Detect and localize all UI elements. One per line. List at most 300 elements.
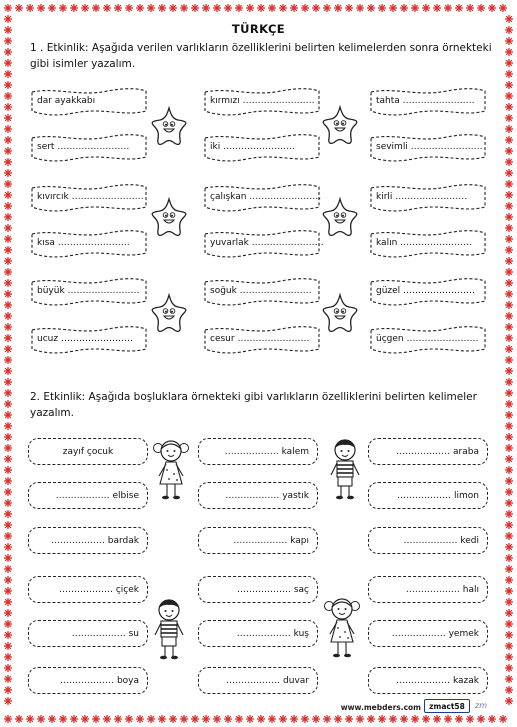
border-star-icon bbox=[4, 345, 12, 353]
border-star-icon bbox=[202, 4, 210, 12]
star-character-icon bbox=[318, 196, 362, 244]
border-star-icon bbox=[4, 367, 12, 375]
word-box-text: kirli …………………… bbox=[376, 192, 468, 202]
border-star-icon bbox=[505, 147, 513, 155]
border-star-icon bbox=[4, 235, 12, 243]
word-box-text: güzel …………………… bbox=[376, 286, 476, 296]
border-star-icon bbox=[224, 715, 232, 723]
border-star-icon bbox=[4, 125, 12, 133]
border-star-icon bbox=[257, 4, 265, 12]
border-star-icon bbox=[4, 213, 12, 221]
border-star-icon bbox=[505, 334, 513, 342]
border-star-icon bbox=[4, 653, 12, 661]
word-box-text: sert …………………… bbox=[37, 142, 130, 152]
border-star-icon bbox=[505, 37, 513, 45]
blank-box[interactable] bbox=[368, 527, 488, 554]
website-url: www.mebders.com bbox=[340, 703, 421, 712]
border-star-icon bbox=[505, 279, 513, 287]
border-star-icon bbox=[4, 4, 12, 12]
border-star-icon bbox=[59, 715, 67, 723]
blank-box-text: ……………… elbise bbox=[55, 490, 139, 501]
border-star-icon bbox=[505, 92, 513, 100]
border-star-icon bbox=[48, 4, 56, 12]
border-star-icon bbox=[444, 4, 452, 12]
border-star-icon bbox=[136, 715, 144, 723]
blank-box[interactable] bbox=[28, 438, 148, 465]
border-star-icon bbox=[422, 4, 430, 12]
border-star-icon bbox=[505, 235, 513, 243]
border-star-icon bbox=[505, 224, 513, 232]
star-character-icon bbox=[147, 196, 191, 244]
border-star-icon bbox=[4, 576, 12, 584]
star-character-icon bbox=[318, 292, 362, 340]
border-star-icon bbox=[505, 246, 513, 254]
word-box[interactable] bbox=[367, 228, 489, 258]
border-star-icon bbox=[4, 422, 12, 430]
border-star-icon bbox=[505, 554, 513, 562]
border-star-icon bbox=[81, 715, 89, 723]
blank-box[interactable] bbox=[28, 620, 148, 647]
border-star-icon bbox=[4, 378, 12, 386]
word-box-text: iki …………………… bbox=[210, 142, 296, 152]
border-star-icon bbox=[4, 257, 12, 265]
blank-box-text: ……………… kuş bbox=[236, 628, 309, 639]
word-box-text: çalışkan …………………… bbox=[210, 192, 322, 202]
border-star-icon bbox=[4, 81, 12, 89]
word-box[interactable] bbox=[28, 276, 150, 306]
border-star-icon bbox=[499, 4, 507, 12]
border-star-icon bbox=[505, 686, 513, 694]
border-star-icon bbox=[499, 715, 507, 723]
border-star-icon bbox=[505, 422, 513, 430]
border-star-icon bbox=[505, 202, 513, 210]
border-star-icon bbox=[356, 4, 364, 12]
border-star-icon bbox=[505, 191, 513, 199]
word-box[interactable] bbox=[201, 132, 323, 162]
border-star-icon bbox=[312, 4, 320, 12]
border-star-icon bbox=[4, 224, 12, 232]
girl-illustration bbox=[150, 436, 192, 506]
border-star-icon bbox=[505, 521, 513, 529]
border-star-icon bbox=[505, 312, 513, 320]
border-star-icon bbox=[4, 477, 12, 485]
page-title: TÜRKÇE bbox=[231, 22, 286, 36]
border-star-icon bbox=[4, 411, 12, 419]
border-star-icon bbox=[505, 301, 513, 309]
blank-box-text: ……………… saç bbox=[236, 584, 309, 595]
border-star-icon bbox=[505, 103, 513, 111]
border-star-icon bbox=[334, 715, 342, 723]
border-star-icon bbox=[15, 4, 23, 12]
blank-box[interactable] bbox=[198, 576, 318, 603]
border-star-icon bbox=[400, 715, 408, 723]
word-box[interactable] bbox=[367, 276, 489, 306]
border-star-icon bbox=[505, 477, 513, 485]
border-star-icon bbox=[4, 598, 12, 606]
border-star-icon bbox=[26, 4, 34, 12]
border-star-icon bbox=[4, 290, 12, 298]
border-star-icon bbox=[455, 715, 463, 723]
border-star-icon bbox=[4, 433, 12, 441]
activity-1-instruction: 1 . Etkinlik: Aşağıda verilen varlıkların özelliklerini belirten kelimelerden sonra örnekteki gibi isimler yazalım. bbox=[30, 42, 492, 70]
border-star-icon bbox=[246, 715, 254, 723]
border-star-icon bbox=[389, 4, 397, 12]
border-star-icon bbox=[505, 598, 513, 606]
border-star-icon bbox=[505, 543, 513, 551]
border-star-icon bbox=[4, 521, 12, 529]
blank-box[interactable] bbox=[368, 482, 488, 509]
word-box[interactable] bbox=[28, 228, 150, 258]
border-star-icon bbox=[180, 715, 188, 723]
border-star-icon bbox=[505, 620, 513, 628]
border-star-icon bbox=[169, 715, 177, 723]
border-star-icon bbox=[505, 565, 513, 573]
word-box-text: soğuk …………………… bbox=[210, 286, 312, 296]
blank-box-text: ……………… çiçek bbox=[58, 584, 139, 595]
border-star-icon bbox=[505, 466, 513, 474]
border-star-icon bbox=[4, 48, 12, 56]
border-star-icon bbox=[4, 631, 12, 639]
border-star-icon bbox=[367, 4, 375, 12]
border-star-icon bbox=[213, 715, 221, 723]
word-box-text: üçgen …………………… bbox=[376, 334, 479, 344]
word-box-text: kırmızı …………………… bbox=[210, 96, 315, 106]
blank-box[interactable] bbox=[198, 482, 318, 509]
blank-box-text: zayıf çocuk bbox=[62, 446, 114, 457]
border-star-icon bbox=[505, 268, 513, 276]
blank-box-text: ……………… bardak bbox=[50, 535, 139, 546]
border-star-icon bbox=[37, 4, 45, 12]
border-star-icon bbox=[4, 554, 12, 562]
border-star-icon bbox=[505, 675, 513, 683]
border-star-icon bbox=[4, 532, 12, 540]
border-star-icon bbox=[279, 4, 287, 12]
border-star-icon bbox=[125, 715, 133, 723]
star-character-icon bbox=[147, 292, 191, 340]
blank-box[interactable] bbox=[368, 667, 488, 694]
word-box[interactable] bbox=[201, 324, 323, 354]
border-star-icon bbox=[505, 158, 513, 166]
blank-box[interactable] bbox=[368, 576, 488, 603]
blank-box-text: ……………… kalem bbox=[224, 446, 309, 457]
blank-box[interactable] bbox=[28, 667, 148, 694]
blank-box[interactable] bbox=[198, 620, 318, 647]
border-star-icon bbox=[290, 4, 298, 12]
border-star-icon bbox=[4, 499, 12, 507]
blank-box[interactable] bbox=[28, 576, 148, 603]
word-box-text: yuvarlak …………………… bbox=[210, 238, 324, 248]
border-star-icon bbox=[290, 715, 298, 723]
border-star-icon bbox=[4, 114, 12, 122]
border-star-icon bbox=[224, 4, 232, 12]
border-star-icon bbox=[158, 4, 166, 12]
border-star-icon bbox=[477, 715, 485, 723]
border-star-icon bbox=[505, 378, 513, 386]
blank-box[interactable] bbox=[198, 438, 318, 465]
border-star-icon bbox=[312, 715, 320, 723]
border-star-icon bbox=[70, 715, 78, 723]
blank-box-text: ……………… duvar bbox=[226, 675, 309, 686]
border-star-icon bbox=[4, 147, 12, 155]
border-star-icon bbox=[4, 312, 12, 320]
word-box-text: büyük …………………… bbox=[37, 286, 140, 296]
girl-illustration bbox=[321, 594, 363, 664]
border-star-icon bbox=[505, 444, 513, 452]
border-star-icon bbox=[378, 715, 386, 723]
border-star-icon bbox=[301, 4, 309, 12]
border-star-icon bbox=[505, 411, 513, 419]
border-star-icon bbox=[505, 510, 513, 518]
word-box[interactable] bbox=[367, 182, 489, 212]
border-star-icon bbox=[158, 715, 166, 723]
blank-box-text: ……………… boya bbox=[60, 675, 139, 686]
border-star-icon bbox=[268, 4, 276, 12]
boy-illustration bbox=[324, 436, 366, 506]
border-star-icon bbox=[235, 715, 243, 723]
border-star-icon bbox=[4, 510, 12, 518]
border-star-icon bbox=[4, 642, 12, 650]
border-star-icon bbox=[70, 4, 78, 12]
border-star-icon bbox=[4, 103, 12, 111]
border-star-icon bbox=[4, 92, 12, 100]
brand-logo: zm bbox=[475, 700, 487, 710]
border-star-icon bbox=[444, 715, 452, 723]
border-star-icon bbox=[323, 715, 331, 723]
border-star-icon bbox=[48, 715, 56, 723]
border-star-icon bbox=[4, 334, 12, 342]
border-star-icon bbox=[378, 4, 386, 12]
border-star-icon bbox=[505, 180, 513, 188]
border-star-icon bbox=[505, 697, 513, 705]
word-box-text: kalın …………………… bbox=[376, 238, 473, 248]
word-box-text: cesur …………………… bbox=[210, 334, 310, 344]
border-star-icon bbox=[488, 4, 496, 12]
border-star-icon bbox=[4, 675, 12, 683]
word-box-text: kısa …………………… bbox=[37, 238, 130, 248]
border-star-icon bbox=[505, 664, 513, 672]
border-star-icon bbox=[455, 4, 463, 12]
border-star-icon bbox=[422, 715, 430, 723]
blank-box[interactable] bbox=[368, 438, 488, 465]
word-box-text: dar ayakkabı bbox=[37, 96, 96, 106]
word-box-text: kıvırcık …………………… bbox=[37, 192, 144, 202]
border-star-icon bbox=[268, 715, 276, 723]
border-star-icon bbox=[488, 715, 496, 723]
word-box-text: sevimli …………………… bbox=[376, 142, 483, 152]
border-star-icon bbox=[4, 202, 12, 210]
border-star-icon bbox=[345, 4, 353, 12]
border-star-icon bbox=[505, 389, 513, 397]
word-box[interactable] bbox=[28, 324, 150, 354]
star-character-icon bbox=[318, 104, 362, 152]
border-star-icon bbox=[323, 4, 331, 12]
border-star-icon bbox=[505, 59, 513, 67]
word-box-text: ucuz …………………… bbox=[37, 334, 133, 344]
border-star-icon bbox=[125, 4, 133, 12]
word-box[interactable] bbox=[201, 182, 323, 212]
word-box[interactable] bbox=[367, 86, 489, 116]
border-star-icon bbox=[114, 715, 122, 723]
border-star-icon bbox=[4, 664, 12, 672]
border-star-icon bbox=[4, 268, 12, 276]
border-star-icon bbox=[505, 576, 513, 584]
border-star-icon bbox=[466, 4, 474, 12]
word-box[interactable] bbox=[28, 86, 150, 116]
blank-box-text: ……………… araba bbox=[396, 446, 479, 457]
border-star-icon bbox=[505, 609, 513, 617]
border-star-icon bbox=[4, 697, 12, 705]
border-star-icon bbox=[4, 400, 12, 408]
border-star-icon bbox=[37, 715, 45, 723]
border-star-icon bbox=[505, 587, 513, 595]
border-star-icon bbox=[4, 620, 12, 628]
border-star-icon bbox=[505, 631, 513, 639]
word-box[interactable] bbox=[201, 276, 323, 306]
border-star-icon bbox=[4, 609, 12, 617]
border-star-icon bbox=[114, 4, 122, 12]
border-star-icon bbox=[433, 4, 441, 12]
border-star-icon bbox=[4, 191, 12, 199]
blank-box[interactable] bbox=[28, 527, 148, 554]
border-star-icon bbox=[257, 715, 265, 723]
border-star-icon bbox=[4, 565, 12, 573]
border-star-icon bbox=[4, 444, 12, 452]
border-star-icon bbox=[389, 715, 397, 723]
blank-box-text: ……………… kapı bbox=[233, 535, 309, 546]
border-star-icon bbox=[92, 715, 100, 723]
border-star-icon bbox=[411, 4, 419, 12]
border-star-icon bbox=[505, 48, 513, 56]
border-star-icon bbox=[4, 59, 12, 67]
border-star-icon bbox=[4, 715, 12, 723]
word-box[interactable] bbox=[201, 86, 323, 116]
border-star-icon bbox=[4, 37, 12, 45]
border-star-icon bbox=[356, 715, 364, 723]
border-star-icon bbox=[103, 4, 111, 12]
border-star-icon bbox=[4, 389, 12, 397]
border-star-icon bbox=[59, 4, 67, 12]
border-star-icon bbox=[505, 488, 513, 496]
border-star-icon bbox=[505, 114, 513, 122]
border-star-icon bbox=[505, 345, 513, 353]
border-star-icon bbox=[505, 532, 513, 540]
border-star-icon bbox=[235, 4, 243, 12]
border-star-icon bbox=[505, 323, 513, 331]
border-star-icon bbox=[4, 301, 12, 309]
border-star-icon bbox=[4, 466, 12, 474]
blank-box[interactable] bbox=[198, 527, 318, 554]
border-star-icon bbox=[466, 715, 474, 723]
border-star-icon bbox=[191, 715, 199, 723]
border-star-icon bbox=[505, 213, 513, 221]
border-star-icon bbox=[15, 715, 23, 723]
blank-box[interactable] bbox=[368, 620, 488, 647]
border-star-icon bbox=[4, 158, 12, 166]
border-star-icon bbox=[246, 4, 254, 12]
border-star-icon bbox=[411, 715, 419, 723]
border-star-icon bbox=[505, 136, 513, 144]
word-box[interactable] bbox=[367, 132, 489, 162]
word-box[interactable] bbox=[367, 324, 489, 354]
border-star-icon bbox=[505, 400, 513, 408]
border-star-icon bbox=[505, 642, 513, 650]
border-star-icon bbox=[505, 70, 513, 78]
border-star-icon bbox=[505, 125, 513, 133]
blank-box[interactable] bbox=[198, 667, 318, 694]
border-star-icon bbox=[4, 246, 12, 254]
border-star-icon bbox=[180, 4, 188, 12]
activity-2-instruction: 2. Etkinlik: Aşağıda boşluklara örnekteki gibi varlıkların özelliklerini belirten kelimeler yazalım. bbox=[30, 391, 477, 419]
border-star-icon bbox=[4, 356, 12, 364]
border-star-icon bbox=[4, 136, 12, 144]
border-star-icon bbox=[477, 4, 485, 12]
border-star-icon bbox=[334, 4, 342, 12]
border-star-icon bbox=[103, 715, 111, 723]
blank-box-text: ……………… su bbox=[71, 628, 139, 639]
blank-box-text: ……………… yemek bbox=[391, 628, 479, 639]
border-star-icon bbox=[4, 488, 12, 496]
border-star-icon bbox=[301, 715, 309, 723]
border-star-icon bbox=[505, 169, 513, 177]
worksheet-code: zmact58 bbox=[424, 699, 470, 713]
border-star-icon bbox=[169, 4, 177, 12]
border-star-icon bbox=[202, 715, 210, 723]
border-star-icon bbox=[147, 715, 155, 723]
border-star-icon bbox=[136, 4, 144, 12]
blank-box-text: ……………… limon bbox=[397, 490, 479, 501]
border-star-icon bbox=[345, 715, 353, 723]
border-star-icon bbox=[4, 169, 12, 177]
border-star-icon bbox=[147, 4, 155, 12]
word-box-text: tahta …………………… bbox=[376, 96, 475, 106]
border-star-icon bbox=[26, 715, 34, 723]
border-star-icon bbox=[505, 81, 513, 89]
border-star-icon bbox=[4, 543, 12, 551]
border-star-icon bbox=[505, 290, 513, 298]
border-star-icon bbox=[505, 257, 513, 265]
blank-box-text: ……………… halı bbox=[405, 584, 479, 595]
border-star-icon bbox=[400, 4, 408, 12]
blank-box-text: ……………… yastık bbox=[225, 490, 309, 501]
border-star-icon bbox=[92, 4, 100, 12]
border-star-icon bbox=[367, 715, 375, 723]
border-star-icon bbox=[4, 323, 12, 331]
border-star-icon bbox=[505, 499, 513, 507]
border-star-icon bbox=[505, 433, 513, 441]
boy-illustration bbox=[148, 596, 190, 666]
word-box[interactable] bbox=[201, 228, 323, 258]
border-star-icon bbox=[81, 4, 89, 12]
word-box[interactable] bbox=[28, 182, 150, 212]
word-box[interactable] bbox=[28, 132, 150, 162]
border-star-icon bbox=[213, 4, 221, 12]
blank-box[interactable] bbox=[28, 482, 148, 509]
border-star-icon bbox=[4, 686, 12, 694]
border-star-icon bbox=[4, 70, 12, 78]
border-star-icon bbox=[4, 279, 12, 287]
blank-box-text: ……………… kedi bbox=[403, 535, 479, 546]
border-star-icon bbox=[4, 180, 12, 188]
border-star-icon bbox=[191, 4, 199, 12]
blank-box-text: ……………… kazak bbox=[396, 675, 479, 686]
border-star-icon bbox=[505, 367, 513, 375]
star-character-icon bbox=[147, 105, 191, 153]
border-star-icon bbox=[505, 356, 513, 364]
border-star-icon bbox=[433, 715, 441, 723]
border-star-icon bbox=[505, 653, 513, 661]
border-star-icon bbox=[279, 715, 287, 723]
border-star-icon bbox=[4, 455, 12, 463]
